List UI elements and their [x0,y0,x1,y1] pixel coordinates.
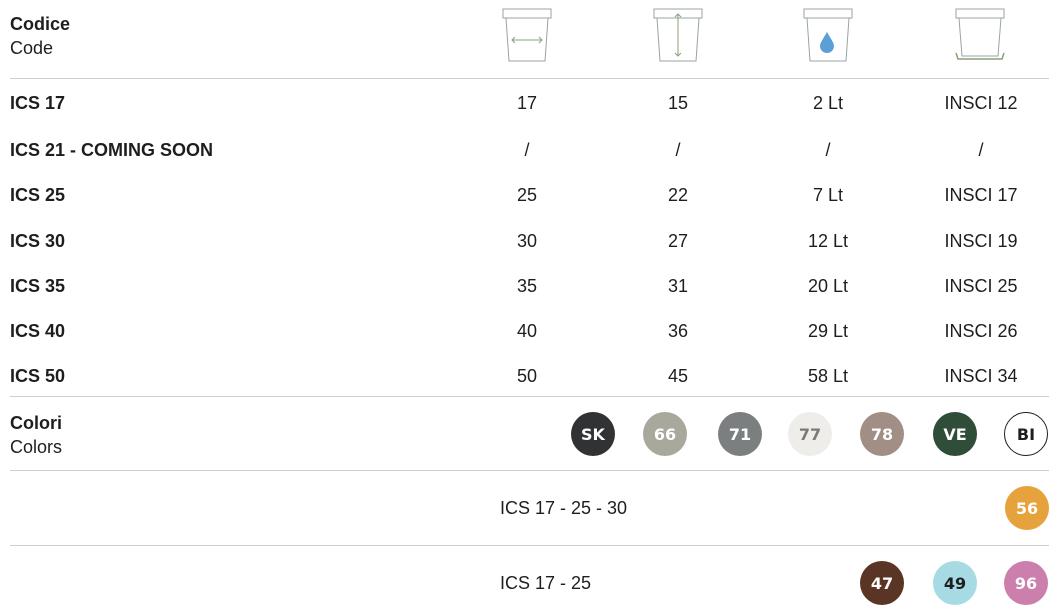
row-height: 31 [667,276,689,296]
extra-divider-2 [10,545,1049,546]
extra-divider-1 [10,470,1049,471]
row-height: 27 [667,231,689,251]
row-width: 17 [516,93,538,113]
row-volume: 58 Lt [807,366,849,386]
header-divider [10,78,1049,79]
row-height: / [675,140,681,160]
color-swatch-47: 47 [860,561,904,605]
color-swatch-56: 56 [1005,486,1049,530]
row-code: ICS 35 [10,276,66,296]
row-code: ICS 40 [10,321,66,341]
color-swatch-66: 66 [643,412,687,456]
code-title: Codice [10,14,71,34]
row-code: ICS 50 [10,366,66,386]
row-volume: 7 Lt [812,185,844,205]
color-swatch-78: 78 [860,412,904,456]
saucer-icon [953,6,1007,64]
row-height: 15 [667,93,689,113]
color-swatch-71: 71 [718,412,762,456]
color-swatch-96: 96 [1004,561,1048,605]
row-width: / [524,140,530,160]
row-code: ICS 17 [10,93,66,113]
row-width: 30 [516,231,538,251]
color-swatch-ve: VE [933,412,977,456]
extra-range-label: ICS 17 - 25 - 30 [500,498,628,518]
row-height: 45 [667,366,689,386]
row-height: 36 [667,321,689,341]
row-width: 50 [516,366,538,386]
row-volume: 20 Lt [807,276,849,296]
row-saucer: INSCI 17 [944,185,1018,205]
color-swatch-sk: SK [571,412,615,456]
height-icon [651,6,705,64]
row-saucer: INSCI 12 [944,93,1018,113]
row-code: ICS 21 - COMING SOON [10,140,214,160]
width-icon [500,6,554,64]
row-saucer: INSCI 19 [944,231,1018,251]
row-code: ICS 30 [10,231,66,251]
row-saucer: / [978,140,984,160]
row-width: 35 [516,276,538,296]
color-swatch-77: 77 [788,412,832,456]
row-code: ICS 25 [10,185,66,205]
row-volume: 29 Lt [807,321,849,341]
code-subtitle: Code [10,38,54,58]
row-saucer: INSCI 34 [944,366,1018,386]
colors-subtitle: Colors [10,437,63,457]
colors-divider-top [10,396,1049,397]
color-swatch-49: 49 [933,561,977,605]
row-volume: 2 Lt [812,93,844,113]
extra-range-label: ICS 17 - 25 [500,573,592,593]
row-saucer: INSCI 26 [944,321,1018,341]
colors-title: Colori [10,413,62,433]
color-swatch-bi: BI [1004,412,1048,456]
row-width: 40 [516,321,538,341]
volume-icon [801,6,855,64]
row-height: 22 [667,185,689,205]
row-saucer: INSCI 25 [944,276,1018,296]
row-volume: / [825,140,831,160]
row-volume: 12 Lt [807,231,849,251]
row-width: 25 [516,185,538,205]
